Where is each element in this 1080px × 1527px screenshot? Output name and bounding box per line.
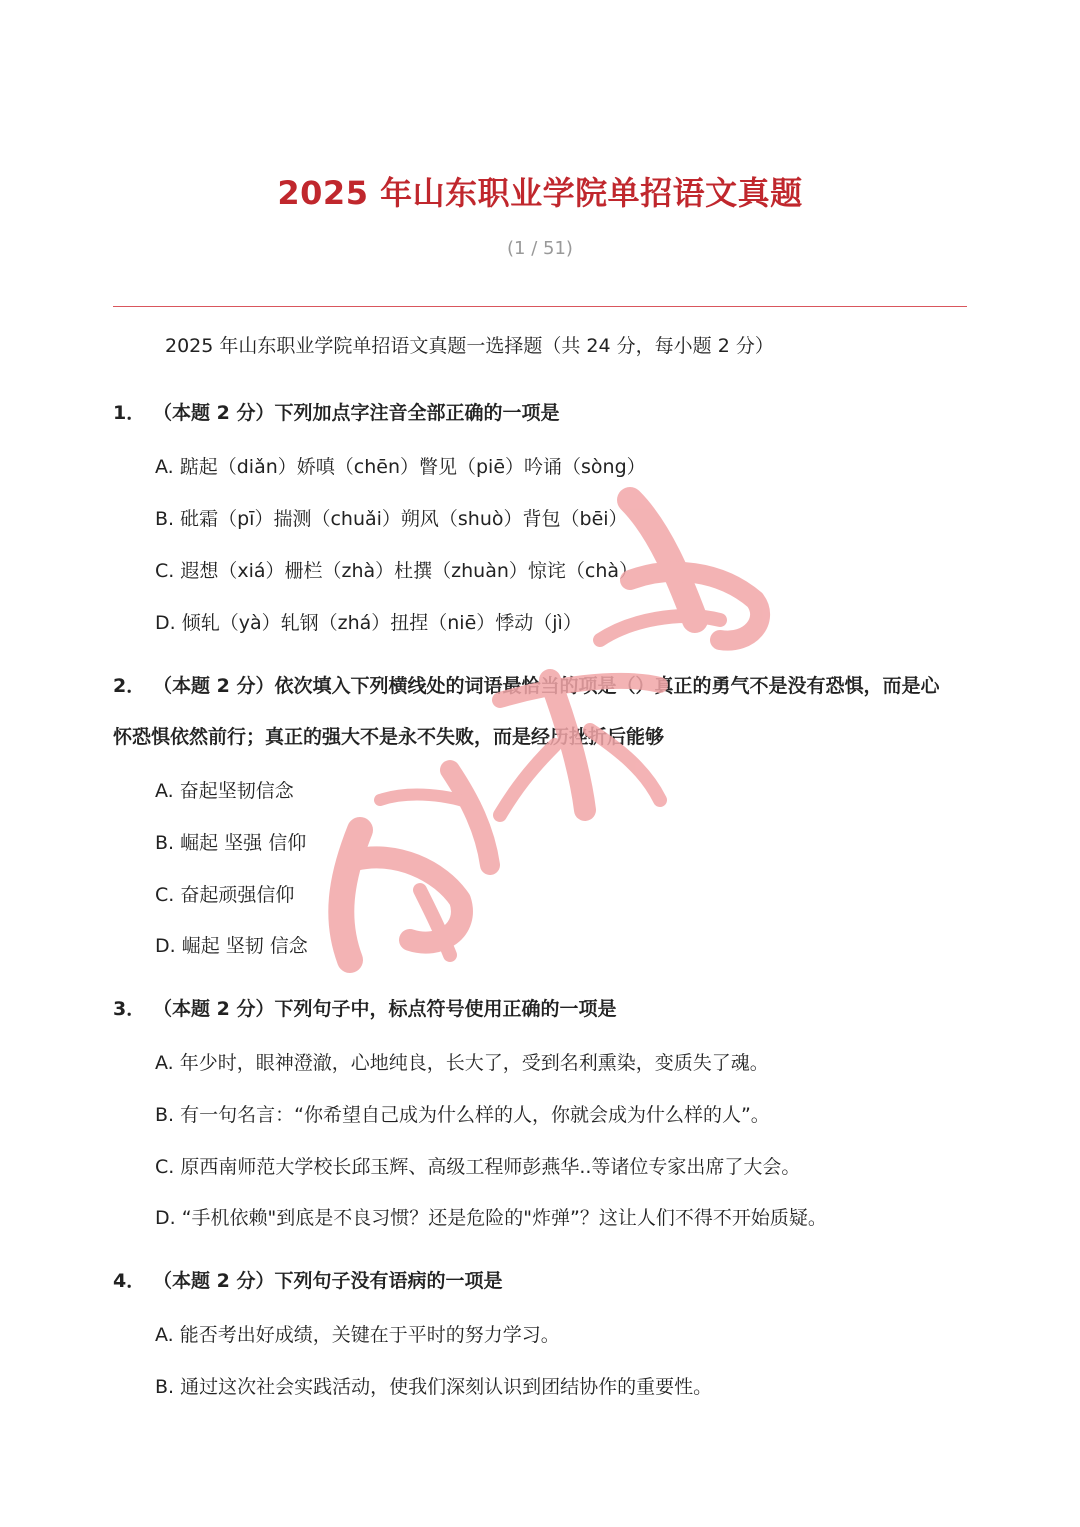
question-1-option-a: A. 踮起（diǎn）娇嗔（chēn）瞥见（piē）吟诵（sòng）: [155, 456, 646, 478]
question-2-option-a: A. 奋起坚韧信念: [155, 780, 294, 802]
question-2-stem: [113, 671, 939, 698]
section-header: 2025 年山东职业学院单招语文真题一选择题（共 24 分，每小题 2 分）: [165, 335, 774, 357]
question-2-option-d: D. 崛起 坚韧 信念: [155, 935, 308, 957]
question-2-option-c: C. 奋起顽强信仰: [155, 884, 295, 906]
question-text: （本题 2 分）下列句子中，标点符号使用正确的一项是: [153, 998, 617, 1020]
document-title: 2025 年山东职业学院单招语文真题: [277, 174, 803, 212]
question-number: 4．: [113, 1270, 146, 1292]
question-number: 3．: [113, 998, 146, 1020]
question-4-stem: [113, 1266, 502, 1293]
question-4-option-b: B. 通过这次社会实践活动，使我们深刻认识到团结协作的重要性。: [155, 1376, 713, 1398]
question-2-stem-line2: 怀恐惧依然前行；真正的强大不是永不失败，而是经历挫折后能够: [113, 726, 665, 748]
question-text: （本题 2 分）下列句子没有语病的一项是: [153, 1270, 503, 1292]
question-1-option-b: B. 砒霜（pī）揣测（chuǎi）朔风（shuò）背包（bēi）: [155, 508, 628, 530]
question-4-option-a: A. 能否考出好成绩，关键在于平时的努力学习。: [155, 1324, 560, 1346]
question-3-option-a: A. 年少时，眼神澄澈，心地纯良，长大了，受到名利熏染，变质失了魂。: [155, 1052, 769, 1074]
question-1-option-c: C. 遐想（xiá）栅栏（zhà）杜撰（zhuàn）惊诧（chà）: [155, 560, 639, 582]
question-3-stem: [113, 994, 616, 1021]
question-number: 1．: [113, 402, 146, 424]
question-3-option-d: D. “手机依赖"到底是不良习惯？还是危险的"炸弹”？这让人们不得不开始质疑。: [155, 1207, 827, 1229]
title-divider: [113, 306, 967, 307]
question-number: 2．: [113, 675, 146, 697]
question-2-option-b: B. 崛起 坚强 信仰: [155, 832, 307, 854]
question-text: （本题 2 分）依次填入下列横线处的词语最恰当的项是（）真正的勇气不是没有恐惧，而是心: [153, 675, 940, 697]
question-text: （本题 2 分）下列加点字注音全部正确的一项是: [153, 402, 560, 424]
question-3-option-c: C. 原西南师范大学校长邱玉辉、高级工程师彭燕华..等诸位专家出席了大会。: [155, 1156, 801, 1178]
page-counter: (1 / 51): [507, 238, 573, 259]
question-1-option-d: D. 倾轧（yà）轧钢（zhá）扭捏（niē）悸动（jì）: [155, 612, 582, 634]
question-3-option-b: B. 有一句名言：“你希望自己成为什么样的人，你就会成为什么样的人”。: [155, 1104, 770, 1126]
question-1-stem: [113, 398, 559, 425]
